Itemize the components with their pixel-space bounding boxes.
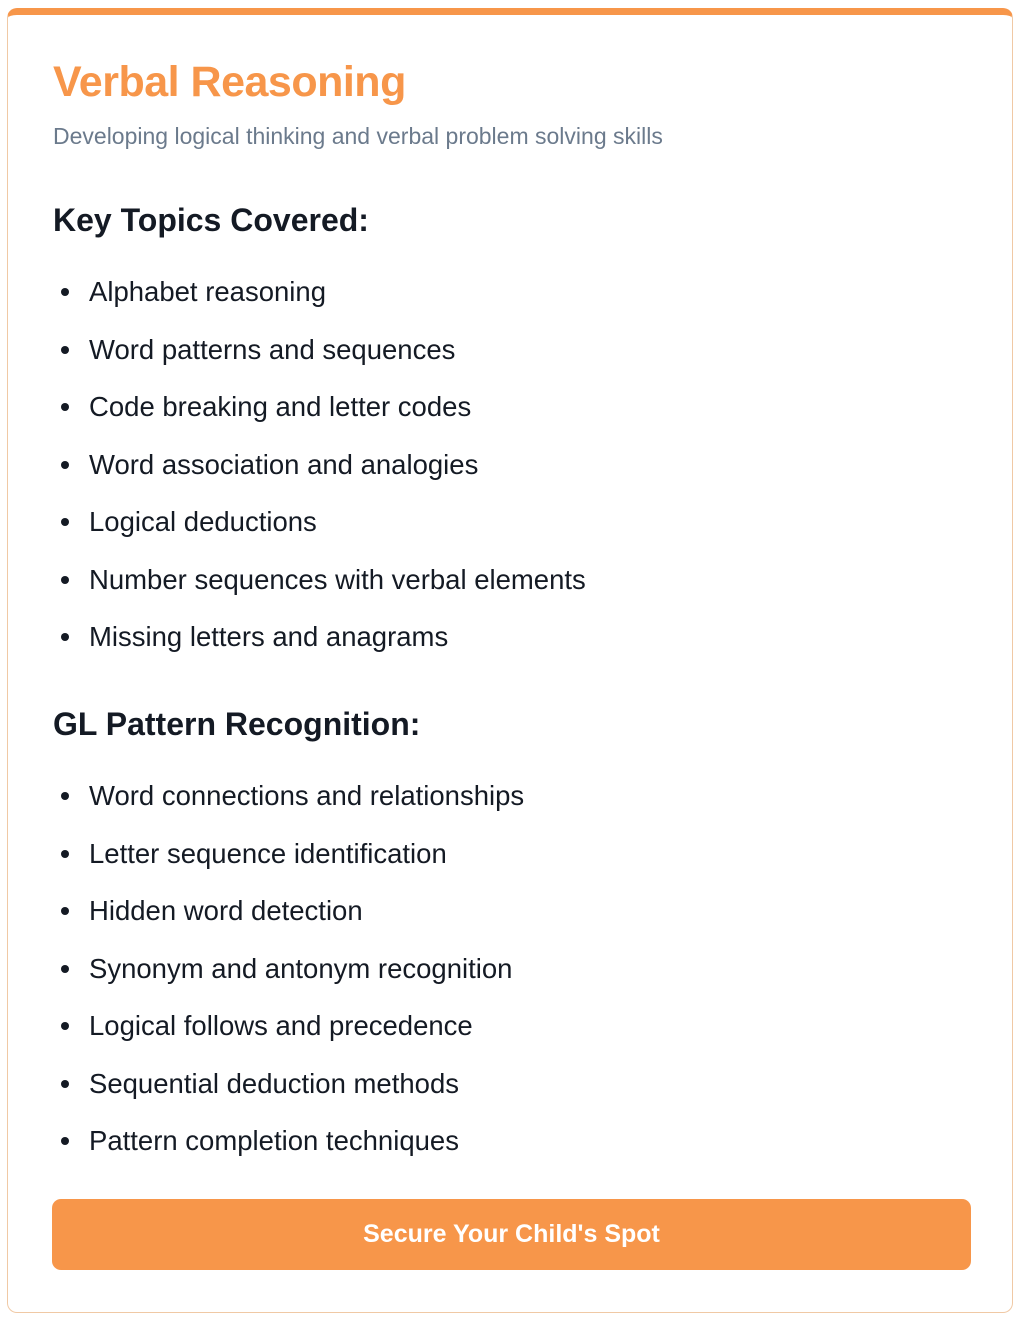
bullet-icon bbox=[61, 965, 69, 973]
secure-spot-button[interactable]: Secure Your Child's Spot bbox=[52, 1199, 971, 1270]
list-item bbox=[53, 834, 524, 892]
bullet-icon bbox=[61, 288, 69, 296]
list-item-text: Word association and analogies bbox=[89, 448, 479, 480]
list-item-text: Number sequences with verbal elements bbox=[89, 563, 586, 595]
course-subtitle: Developing logical thinking and verbal problem solving skills bbox=[53, 123, 663, 149]
bullet-icon bbox=[61, 1137, 69, 1145]
bullet-icon bbox=[61, 792, 69, 800]
list-item bbox=[53, 891, 524, 949]
list-item bbox=[53, 560, 586, 618]
gl-patterns-heading: GL Pattern Recognition: bbox=[53, 706, 421, 742]
list-item bbox=[53, 445, 586, 503]
list-item-text: Logical deductions bbox=[89, 506, 317, 537]
list-item bbox=[53, 617, 586, 675]
course-card bbox=[7, 8, 1013, 1313]
gl-patterns-list bbox=[53, 776, 524, 1179]
list-item-text: Word patterns and sequences bbox=[89, 333, 456, 365]
list-item bbox=[53, 1121, 524, 1179]
list-item-text: Sequential deduction methods bbox=[89, 1067, 459, 1099]
bullet-icon bbox=[61, 346, 69, 354]
bullet-icon bbox=[61, 907, 69, 915]
bullet-icon bbox=[61, 850, 69, 858]
list-item-text: Logical follows and precedence bbox=[89, 1010, 473, 1041]
list-item bbox=[53, 387, 586, 445]
list-item bbox=[53, 330, 586, 388]
list-item-text: Code breaking and letter codes bbox=[89, 391, 472, 422]
bullet-icon bbox=[61, 633, 69, 641]
list-item bbox=[53, 1006, 524, 1064]
list-item bbox=[53, 949, 524, 1007]
list-item-text: Letter sequence identification bbox=[89, 837, 447, 869]
bullet-icon bbox=[61, 518, 69, 526]
list-item bbox=[53, 776, 524, 834]
list-item-text: Synonym and antonym recognition bbox=[89, 952, 513, 984]
list-item-text: Hidden word detection bbox=[89, 895, 363, 926]
key-topics-list bbox=[53, 272, 586, 675]
bullet-icon bbox=[61, 1080, 69, 1088]
course-title: Verbal Reasoning bbox=[53, 58, 406, 106]
list-item bbox=[53, 502, 586, 560]
bullet-icon bbox=[61, 1022, 69, 1030]
list-item-text: Pattern completion techniques bbox=[89, 1125, 459, 1156]
key-topics-heading: Key Topics Covered: bbox=[53, 202, 369, 238]
list-item-text: Word connections and relationships bbox=[89, 780, 525, 811]
list-item-text: Missing letters and anagrams bbox=[89, 621, 449, 652]
bullet-icon bbox=[61, 461, 69, 469]
bullet-icon bbox=[61, 403, 69, 411]
list-item bbox=[53, 272, 586, 330]
list-item bbox=[53, 1064, 524, 1122]
list-item-text: Alphabet reasoning bbox=[89, 276, 326, 307]
bullet-icon bbox=[61, 576, 69, 584]
